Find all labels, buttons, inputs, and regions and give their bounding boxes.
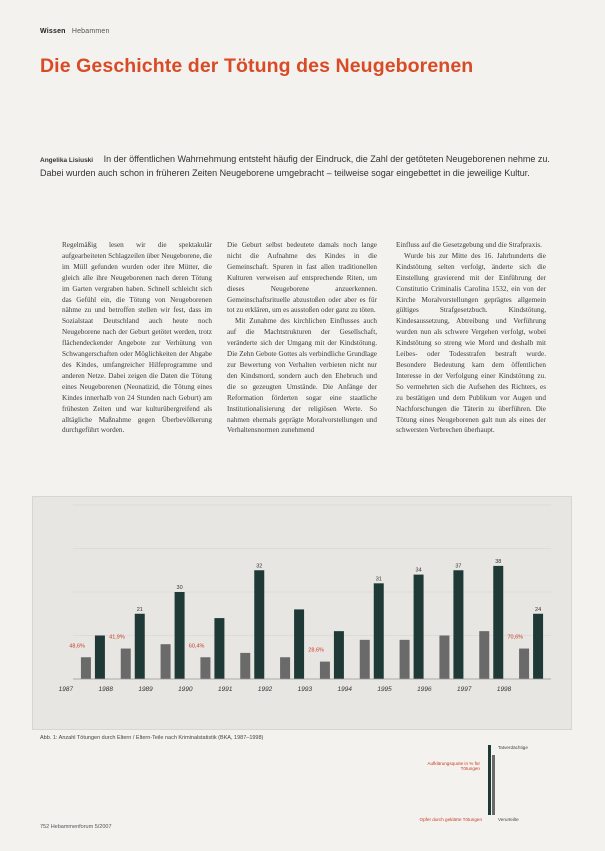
bar-tatverdaechtige xyxy=(414,575,424,679)
x-tick-label: 1998 xyxy=(496,686,512,693)
x-tick-label: 1997 xyxy=(456,686,472,693)
body-column-3 xyxy=(396,240,546,436)
bar-tatverdaechtige xyxy=(334,631,344,679)
bar-verurteilte xyxy=(360,640,370,679)
x-tick-label: 1993 xyxy=(297,686,313,693)
body-paragraph: Mit Zunahme des kirchlichen Einflusses auch auf die Machtstrukturen der Gesellschaft, veränderte sich der Umgang mit der Kindstötung. Die Zehn Gebote Gottes als verbindliche Grundlage zur Bewertung von Verhalten verbieten nicht nur den Kindsmord, sondern auch den Ehebruch und die so gezeugten Umstände. Die Anfänge der Reformation förderten sogar eine staatliche Institutionalisierung der religiösen Werte. So nahmen ehemals geprägte Moralvorstellungen und Verhaltensnormen zunehmend xyxy=(227,317,377,435)
legend-item-4: Verurteilte xyxy=(498,817,519,822)
bar-verurteilte xyxy=(519,649,529,679)
section-kicker xyxy=(40,28,110,35)
legend-swatch-dark xyxy=(488,745,491,815)
bar-verurteilte xyxy=(479,631,489,679)
pct-label: 28,6% xyxy=(308,647,324,654)
subsection-label: Hebammen xyxy=(71,28,110,35)
bar-tatverdaechtige xyxy=(533,614,543,679)
bar-verurteilte xyxy=(200,657,210,679)
x-tick-label: 1994 xyxy=(336,686,353,693)
bar-tatverdaechtige xyxy=(294,609,304,679)
x-tick-label: 1989 xyxy=(137,686,154,693)
x-tick-label: 1987 xyxy=(58,686,74,693)
page-footer: 752 Hebammenforum 5/2007 xyxy=(40,824,112,830)
bar-value-label: 37 xyxy=(455,563,462,570)
bar-tatverdaechtige xyxy=(254,570,264,679)
bar-verurteilte xyxy=(81,657,91,679)
bar-tatverdaechtige xyxy=(95,636,105,680)
x-tick-label: 1991 xyxy=(217,686,233,693)
bar-verurteilte xyxy=(439,636,449,680)
x-tick-label: 1988 xyxy=(97,686,114,693)
chart-legend xyxy=(380,745,580,825)
figure-caption: Abb. 1: Anzahl Tötungen durch Eltern / Eltern-Teile nach Kriminalstatistik (BKA, 1987–1998) xyxy=(40,735,264,741)
bar-value-label: 38 xyxy=(495,558,502,565)
article-lead xyxy=(40,153,560,179)
bar-tatverdaechtige xyxy=(175,592,185,679)
section-label: Wissen xyxy=(40,28,66,35)
legend-item-1: Aufklärungsquote in % für Tötungen xyxy=(427,761,480,771)
bar-verurteilte xyxy=(161,644,171,679)
x-tick-label: 1992 xyxy=(257,686,273,693)
bar-verurteilte xyxy=(121,649,131,679)
body-paragraph: Die Geburt selbst bedeutete damals noch lange nicht die Aufnahme des Kindes in die Gemeinschaft. Spuren in fast allen traditionellen Kulturen verweisen auf entsprechende Riten, um dieses Neugeborene anzuerkennen. Gemeinschaftsrituelle abzustoßen oder aber es für tot zu erklären, um es ausstoßen oder ganz zu töten. xyxy=(227,241,377,315)
pct-label: 70,6% xyxy=(507,634,524,641)
body-paragraph: Einfluss auf die Gesetzgebung und die Strafpraxis. xyxy=(396,241,542,249)
bar-tatverdaechtige xyxy=(214,618,224,679)
x-tick-label: 1996 xyxy=(416,686,433,693)
bar-tatverdaechtige xyxy=(493,566,503,679)
pct-label: 60,4% xyxy=(188,643,205,650)
bar-value-label: 21 xyxy=(136,606,143,613)
bar-tatverdaechtige xyxy=(453,570,463,679)
article-title: Die Geschichte der Tötung des Neugeborenen xyxy=(40,55,474,77)
pct-label: 41,9% xyxy=(109,634,125,641)
bar-verurteilte xyxy=(400,640,410,679)
pct-label: 48,6% xyxy=(69,643,85,650)
bar-chart xyxy=(32,496,572,730)
bar-value-label: 24 xyxy=(535,606,542,613)
bar-tatverdaechtige xyxy=(135,614,145,679)
bar-chart-svg xyxy=(33,497,571,729)
body-paragraph: Regelmäßig lesen wir die spektakulär aufgearbeiteten Schlagzeilen über Neugeborene, die im Müll gefunden wurden oder ihre Mütter, die gleich alle ihre Neugeborenen nach deren Tötung im Garten vergraben haben. Schnell schleicht sich das Gefühl ein, die Tötung von Neugeborenen nähme zu und betroffen stellen wir fest, dass im Sozialstaat Deutschland auch heute noch Neugeborene nach der Geburt getötet werden, trotz flächendeckender Angebote zur Verhütung von Schwangerschaften oder Möglichkeiten der Abgabe des Kindes, umfangreicher Hilfeprogramme und anderen Netze. Dabei zeigen die Daten die Tötung eines Neugeborenen (Neonatizid, die Tötung eines Kindes innerhalb von 24 Stunden nach Geburt) am frühesten Zeiten und war kulturübergreifend als alltägliche Maßnahme gegen Überbevölkerung durchgeführt worden. xyxy=(62,241,212,435)
bar-verurteilte xyxy=(320,662,330,679)
legend-item-3: Opfer durch geklärte Tötungen xyxy=(419,817,482,822)
body-column-2 xyxy=(227,240,377,436)
x-tick-label: 1995 xyxy=(376,686,393,693)
legend-swatch-gray xyxy=(492,755,495,815)
lead-text: In der öffentlichen Wahrnehmung entsteht häufig der Eindruck, die Zahl der getöteten Neugeborenen nehme zu. Dabei wurden auch schon in früheren Zeiten Neugeborene umgebracht – teilweise sogar eingebettet in die jeweilige Kultur. xyxy=(40,154,550,178)
bar-value-label: 31 xyxy=(375,576,382,583)
x-tick-label: 1990 xyxy=(177,686,194,693)
bar-tatverdaechtige xyxy=(374,583,384,679)
bar-value-label: 34 xyxy=(415,567,422,574)
bar-verurteilte xyxy=(280,657,290,679)
bar-value-label: 32 xyxy=(256,563,263,570)
body-column-1 xyxy=(62,240,212,436)
legend-item-2: Tatverdächtige xyxy=(498,745,528,750)
bar-value-label: 30 xyxy=(176,585,183,591)
article-body xyxy=(40,240,565,495)
author-name: Angelika Lisiuski xyxy=(40,157,94,164)
bar-verurteilte xyxy=(240,653,250,679)
body-paragraph: Wurde bis zur Mitte des 16. Jahrhunderts die Kindstötung selten verfolgt, änderte sich die Einstellung gravierend mit der Einführung der Constitutio Criminalis Carolina 1532, ein von der Kirche Moralvorstellungen geprägtes allgemein gültiges Strafgesetzbuch. Kindstötung, Kindesaussetzung, Abtreibung und Verführung wurden nun als schwere Vergehen verfolgt, wobei Kindstötung so streng wie Mord und deshalb mit Leibes- oder Todesstrafen bestraft wurde. Besondere Bedeutung kam dem öffentlichen Interesse in der Verfolgung einer Kindstötung zu. So vermehrten sich die Aufsehen des Richters, es zu bestätigen und dem Publikum vor Augen und Nachforschungen die Täterin zu überführen. Die Tötung eines Neugeborenen galt nun als eines der schwersten Verbrechen überhaupt. xyxy=(396,251,546,435)
